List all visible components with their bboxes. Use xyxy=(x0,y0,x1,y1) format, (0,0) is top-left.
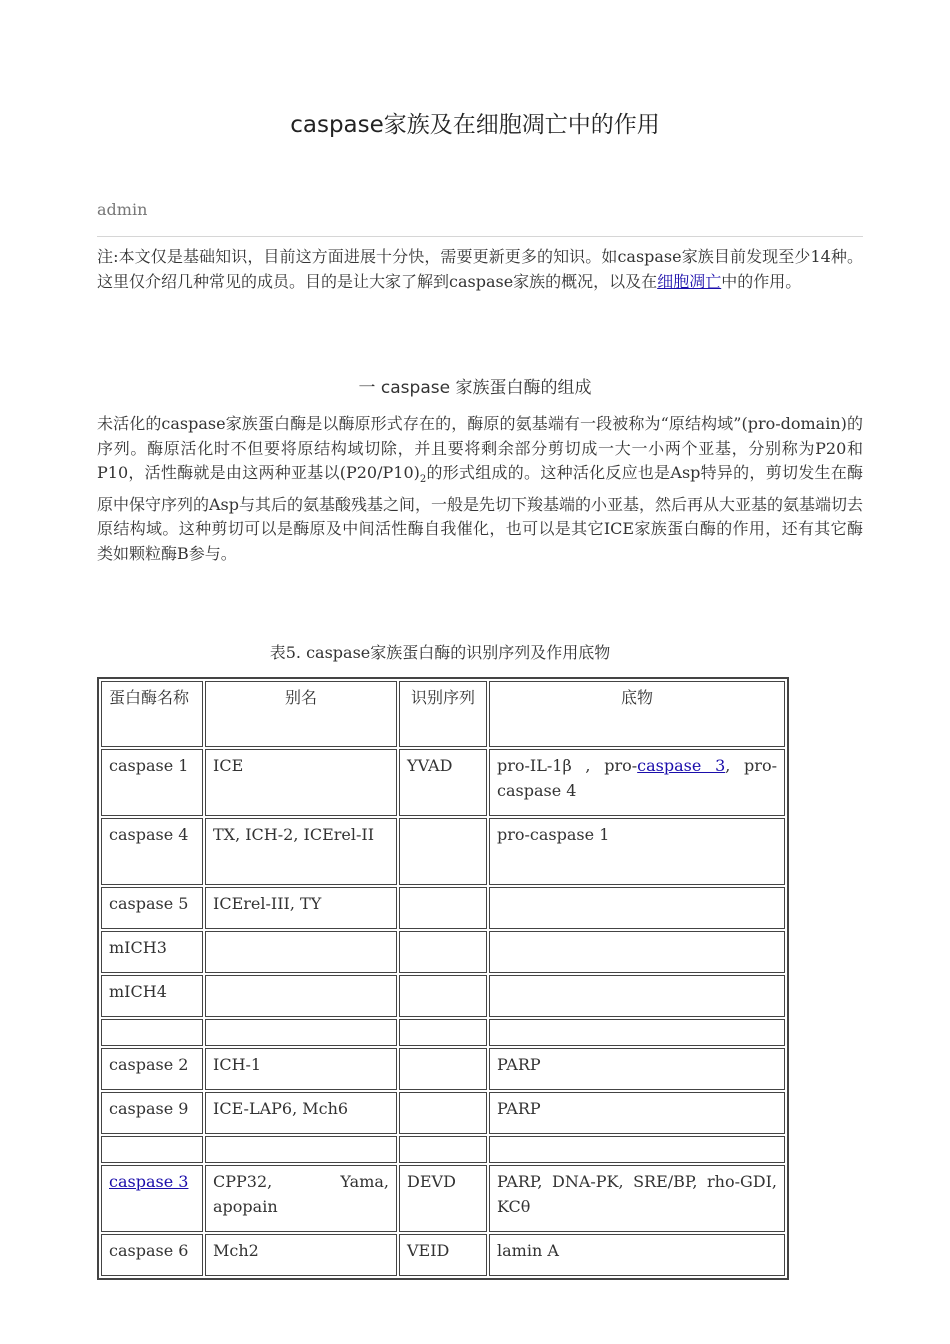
table-cell xyxy=(399,887,487,929)
table-cell xyxy=(399,1048,487,1090)
page-title: caspase家族及在细胞凋亡中的作用 xyxy=(290,112,660,138)
header-cell: 识别序列 xyxy=(399,681,487,747)
table-cell: PARP xyxy=(489,1048,785,1090)
header-cell: 底物 xyxy=(489,681,785,747)
table-cell: lamin A xyxy=(489,1234,785,1276)
apoptosis-link[interactable]: 细胞凋亡 xyxy=(657,271,722,291)
table-cell: caspase 2 xyxy=(101,1048,203,1090)
table-cell xyxy=(101,1136,203,1163)
caspase3-link[interactable]: caspase 3 xyxy=(109,1172,189,1191)
table-row xyxy=(101,931,785,973)
table-cell: YVAD xyxy=(399,749,487,816)
divider xyxy=(97,236,863,237)
table-cell: ICE xyxy=(205,749,397,816)
author-name: admin xyxy=(97,200,148,219)
table-row xyxy=(101,818,785,885)
table-cell xyxy=(489,1019,785,1046)
table-cell xyxy=(399,1136,487,1163)
table-cell xyxy=(399,1092,487,1134)
section-heading: 一 caspase 家族蛋白酶的组成 xyxy=(358,378,592,398)
table-cell xyxy=(101,1019,203,1046)
table-cell: caspase 1 xyxy=(101,749,203,816)
table-row xyxy=(101,1165,785,1232)
table-cell xyxy=(101,1165,203,1232)
header-cell: 蛋白酶名称 xyxy=(101,681,203,747)
table-cell: TX, ICH-2, ICErel-II xyxy=(205,818,397,885)
table-cell: ICH-1 xyxy=(205,1048,397,1090)
cell-text: , pro-caspase 4 xyxy=(497,756,777,800)
table-cell: VEID xyxy=(399,1234,487,1276)
table-cell: DEVD xyxy=(399,1165,487,1232)
table-cell xyxy=(399,818,487,885)
table-cell: ICE-LAP6, Mch6 xyxy=(205,1092,397,1134)
intro-paragraph xyxy=(97,245,863,294)
caspase3-link[interactable]: caspase 3 xyxy=(637,756,726,775)
table-row xyxy=(101,887,785,929)
table-cell: PARP, DNA-PK, SRE/BP, rho-GDI, KCθ xyxy=(489,1165,785,1232)
table-cell: caspase 9 xyxy=(101,1092,203,1134)
table-row xyxy=(101,1092,785,1134)
table-cell xyxy=(399,1019,487,1046)
table-caption: 表5. caspase家族蛋白酶的识别序列及作用底物 xyxy=(269,643,611,662)
table-cell: caspase 6 xyxy=(101,1234,203,1276)
table-cell xyxy=(489,931,785,973)
table-header-row xyxy=(101,681,785,747)
table-cell xyxy=(205,1019,397,1046)
table-cell: mICH3 xyxy=(101,931,203,973)
intro-text-end: 中的作用。 xyxy=(721,271,802,291)
table-cell xyxy=(489,887,785,929)
body-paragraph xyxy=(97,412,863,566)
cell-text: pro-IL-1β , pro- xyxy=(497,756,638,775)
table-row xyxy=(101,1019,785,1046)
table-cell: Mch2 xyxy=(205,1234,397,1276)
table-cell: CPP32, Yama, apopain xyxy=(205,1165,397,1232)
subscript: 2 xyxy=(419,474,427,486)
table-cell: PARP xyxy=(489,1092,785,1134)
intro-text: 注:本文仅是基础知识，目前这方面进展十分快，需要更新更多的知识。如caspase家族目前发现至少14种。这里仅介绍几种常见的成员。目的是让大家了解到caspase家族的概况，以及在 xyxy=(97,247,863,291)
body-text-2: 的形式组成的。这种活化反应也是Asp特异的，剪切发生在酶原中保守序列的Asp与其后的氨基酸残基之间，一般是先切下羧基端的小亚基，然后再从大亚基的氨基端切去原结构域。这种剪切可以是酶原及中间活性酶自我催化，也可以是其它ICE家族蛋白酶的作用，还有其它酶类如颗粒酶B参与。 xyxy=(97,463,864,563)
table-cell xyxy=(205,931,397,973)
table-cell: mICH4 xyxy=(101,975,203,1017)
table-cell: pro-caspase 1 xyxy=(489,818,785,885)
table-cell xyxy=(205,975,397,1017)
table-row xyxy=(101,1234,785,1276)
table-row xyxy=(101,749,785,816)
body-text-1: 未活化的caspase家族蛋白酶是以酶原形式存在的，酶原的氨基端有一段被称为“原结构域”(pro-domain)的序列。酶原活化时不但要将原结构域切除，并且要将剩余部分剪切成一大一小两个亚基，分别称为P20和P10，活性酶就是由这两种亚基以(P20/P10) xyxy=(97,414,863,482)
table-cell xyxy=(489,749,785,816)
table-cell xyxy=(399,975,487,1017)
table-row xyxy=(101,1048,785,1090)
table-cell: caspase 4 xyxy=(101,818,203,885)
table-cell xyxy=(399,931,487,973)
table-cell xyxy=(489,975,785,1017)
table-cell xyxy=(489,1136,785,1163)
caspase-table xyxy=(97,677,789,1280)
table-cell: ICErel-III, TY xyxy=(205,887,397,929)
table-cell: caspase 5 xyxy=(101,887,203,929)
table-row xyxy=(101,1136,785,1163)
table-row xyxy=(101,975,785,1017)
table-cell xyxy=(205,1136,397,1163)
header-cell: 别名 xyxy=(205,681,397,747)
